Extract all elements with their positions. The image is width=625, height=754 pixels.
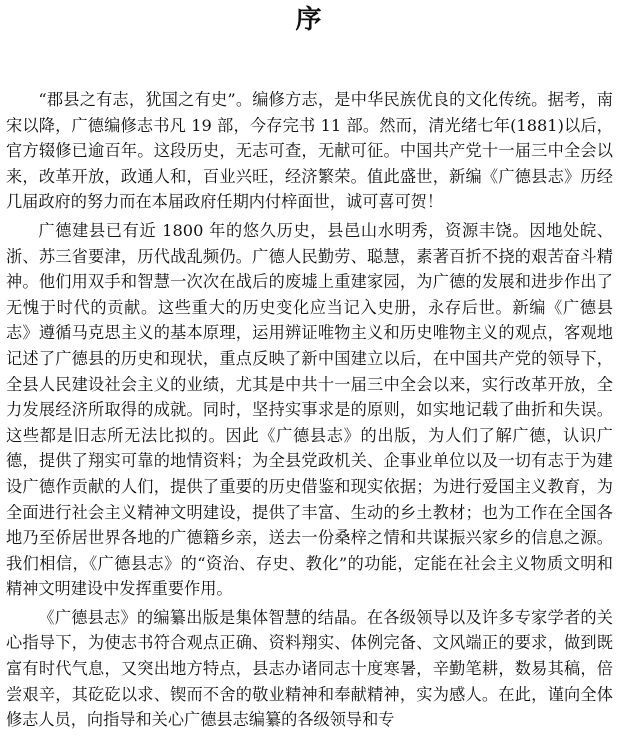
document-body — [6, 87, 613, 733]
paragraph-2: 广德建县已有近 1800 年的悠久历史，县邑山水明秀，资源丰饶。因地处皖、浙、苏三省要津，历代战乱频仍。广德人民勤劳、聪慧，素著百折不挠的艰苦奋斗精神。他们用双手和智慧一次次在战后的废墟上重建家园，为广德的发展和进步作出了无愧于时代的贡献。这些重大的历史变化应当记入史册，永存后世。新编《广德县志》遵循马克思主义的基本原理，运用辨证唯物主义和历史唯物主义的观点，客观地记述了广德县的历史和现状，重点反映了新中国建立以后，在中国共产党的领导下，全县人民建设社会主义的业绩，尤其是中共十一届三中全会以来，实行改革开放，全力发展经济所取得的成就。同时，坚持实事求是的原则，如实地记载了曲折和失误。这些都是旧志所无法比拟的。因此《广德县志》的出版，为人们了解广德，认识广德，提供了翔实可靠的地情资料；为全县党政机关、企事业单位以及一切有志于为建设广德作贡献的人们，提供了重要的历史借鉴和现实依据；为进行爱国主义教育，为全面进行社会主义精神文明建设，提供了丰富、生动的乡土教材；也为工作在全国各地乃至侨居世界各地的广德籍乡亲，送去一份桑梓之情和共谋振兴家乡的信息之源。我们相信，《广德县志》的“资治、存史、教化”的功能，定能在社会主义物质文明和精神文明建设中发挥重要作用。 — [6, 220, 613, 599]
document-title: 序 — [295, 5, 324, 35]
paragraph-3: 《广德县志》的编纂出版是集体智慧的结晶。在各级领导以及许多专家学者的关心指导下，为使志书符合观点正确、资料翔实、体例完备、文风端正的要求，做到既富有时代气息，又突出地方特点，县志办诸同志十度寒暑，辛勤笔耕，数易其稿，倍尝艰辛，其矻矻以求、锲而不舍的敬业精神和奉献精神，实为感人。在此，谨向全体修志人员，向指导和关心广德县志编纂的各级领导和专 — [6, 607, 613, 730]
paragraph-1: “郡县之有志，犹国之有史”。编修方志，是中华民族优良的文化传统。据考，南宋以降，广德编修志书凡 19 部，今存完书 11 部。然而，清光绪七年(1881)以后，官方辍修已逾百年。这段历史，无志可查，无献可征。中国共产党十一届三中全会以来，改革开放，政通人和，百业兴旺，经济繁荣。值此盛世，新编《广德县志》历经几届政府的努力而在本届政府任期内付梓面世，诚可喜可贺！ — [6, 90, 613, 212]
